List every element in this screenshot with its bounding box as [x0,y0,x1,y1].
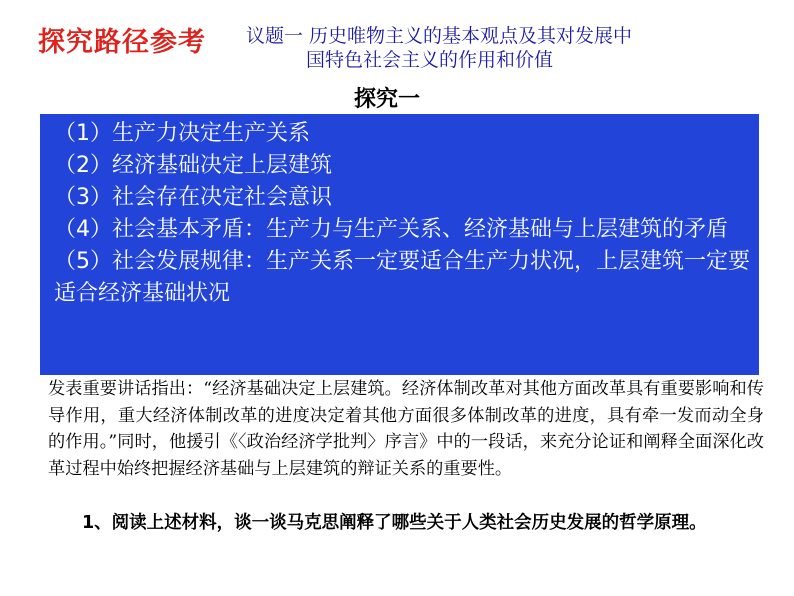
subheading: 探究一 [354,87,421,112]
topic-line-2: 国特色社会主义的作用和价值 [306,49,554,71]
key-point-4: （4）社会基本矛盾：生产力与生产关系、经济基础与上层建筑的矛盾 [54,217,728,242]
key-point-3: （3）社会存在决定社会意识 [54,185,332,210]
material-text: 发表重要讲话指出：“经济基础决定上层建筑。经济体制改革对其他方面改革具有重要影响和传导作用，重大经济体制改革的进度决定着其他方面很多体制改革的进度，具有牵一发而动全身 的作用。”同时，他援引《〈政治经济学批判〉序言》中的一段话，来充分论证和阐释全面深化改革过程中始终把握经济基础与上层建筑的辩证关系的重要性。 [48,379,764,479]
key-point-1: （1）生产力决定生产关系 [54,121,310,146]
key-point-2: （2）经济基础决定上层建筑 [54,153,332,178]
key-point-5: （5）社会发展规律：生产关系一定要适合生产力状况，上层建筑一定要适合经济基础状况 [54,249,750,306]
section-title: 探究路径参考 [38,27,206,58]
topic-line-1: 议题一 历史唯物主义的基本观点及其对发展中 [246,25,633,47]
key-points-box [40,114,759,375]
question-text: 1、阅读上述材料，谈一谈马克思阐释了哪些关于人类社会历史发展的哲学原理。 [82,513,707,533]
topic-heading [246,24,766,72]
